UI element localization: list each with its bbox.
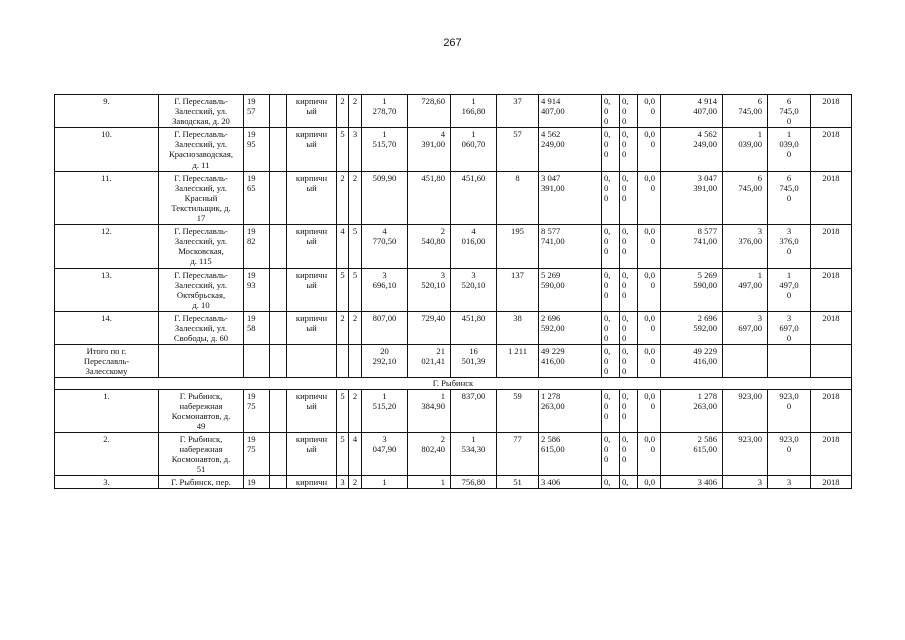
table-cell: 0,0 [638,476,661,489]
table-cell: 4 [349,432,362,475]
table-cell: 4 562 249,00 [539,128,602,171]
table-cell: 1 384,90 [408,389,451,432]
table-cell: 451,80 [451,311,497,344]
table-cell: 19 75 [244,389,270,432]
table-cell: 0,0 0 [638,389,661,432]
table-cell: 3 [723,476,768,489]
table-cell: 2 [349,171,362,224]
table-cell [270,476,287,489]
table-cell [768,345,811,378]
table-cell: 5 [349,268,362,311]
table-cell: 3 376,0 0 [768,225,811,268]
table-cell: 57 [497,128,539,171]
section-row [55,378,852,389]
table-cell [270,389,287,432]
table-cell: 5 [337,389,349,432]
table-cell: 1 497,0 0 [768,268,811,311]
page-number: 267 [443,37,462,49]
table-cell: 4 391,00 [408,128,451,171]
table-cell [270,128,287,171]
table-cell: 0, 0 0 [602,128,620,171]
table-cell: 6 745,00 [723,171,768,224]
table-cell: 0, 0 0 [620,225,638,268]
table-cell: 0, [620,476,638,489]
table-cell: кирпичн ый [287,268,337,311]
table-cell: 9. [55,95,159,128]
table-cell: 49 229 416,00 [661,345,723,378]
table-cell: 6 745,00 [723,95,768,128]
table-cell: 19 58 [244,311,270,344]
table-cell: 8 577 741,00 [661,225,723,268]
table-cell: 3 697,00 [723,311,768,344]
table-cell: 0, 0 0 [620,171,638,224]
table-cell: 2 [349,311,362,344]
table-cell: кирпичн ый [287,432,337,475]
table-cell: Г. Рыбинск, набережная Космонавтов, д. 49 [159,389,244,432]
table-cell: 4 914 407,00 [661,95,723,128]
table-cell: 923,0 0 [768,432,811,475]
table-cell: 19 [244,476,270,489]
table-cell: 2 [337,95,349,128]
table-cell: 1. [55,389,159,432]
table-cell: 2 540,80 [408,225,451,268]
table-cell [270,432,287,475]
table-row [55,268,852,311]
table-cell: Г. Рыбинск, набережная Космонавтов, д. 51 [159,432,244,475]
table-cell: 8 [497,171,539,224]
table-cell: Г. Переславль- Залесский, ул. Заводская, д. 20 [159,95,244,128]
table-cell: 2018 [811,171,852,224]
table-cell: 137 [497,268,539,311]
table-cell: кирпичн ый [287,171,337,224]
table-cell: 451,80 [408,171,451,224]
table-cell: 0, 0 0 [602,345,620,378]
table-cell [723,345,768,378]
table-cell: 19 75 [244,432,270,475]
table-cell: 2018 [811,432,852,475]
table-cell: 1 515,20 [362,389,408,432]
table-cell [270,268,287,311]
table-cell: 0, 0 0 [620,432,638,475]
table-cell: 2 [349,476,362,489]
table-cell: 21 021,41 [408,345,451,378]
table-row [55,476,852,489]
table-cell: 509,90 [362,171,408,224]
table-row [55,389,852,432]
section-label: Г. Рыбинск [55,378,852,389]
table-cell: 3 376,00 [723,225,768,268]
table-cell: 19 82 [244,225,270,268]
table-cell: 0, 0 0 [620,311,638,344]
table-cell: 0,0 0 [638,128,661,171]
table-cell: 2 [349,389,362,432]
table-row [55,432,852,475]
table-cell: 3 [337,476,349,489]
table-cell: 77 [497,432,539,475]
table-cell: Г. Переславль- Залесский, ул. Красный Текстильщик, д. 17 [159,171,244,224]
table-cell: 5 [337,268,349,311]
table-row [55,225,852,268]
table-cell: Г. Рыбинск, пер. [159,476,244,489]
table-cell: 451,60 [451,171,497,224]
table-cell: 3 520,10 [408,268,451,311]
table-cell: 2. [55,432,159,475]
table-cell: 6 745,0 0 [768,171,811,224]
table-cell: 2 [337,171,349,224]
table-cell: 923,00 [723,389,768,432]
table-cell: 2018 [811,476,852,489]
table-cell [349,345,362,378]
table-cell: 1 039,0 0 [768,128,811,171]
table-cell: 12. [55,225,159,268]
table-cell: 59 [497,389,539,432]
table-cell: 3 [768,476,811,489]
table-cell: 5 [337,432,349,475]
table-cell: Г. Переславль- Залесский, ул. Свободы, д. 60 [159,311,244,344]
table-cell: 2018 [811,311,852,344]
table-cell: 13. [55,268,159,311]
table-cell: 2018 [811,95,852,128]
table-cell [287,345,337,378]
table-cell: 51 [497,476,539,489]
table-cell: 1 211 [497,345,539,378]
table-cell: 1 [408,476,451,489]
table-cell: 923,00 [723,432,768,475]
table-cell: 923,0 0 [768,389,811,432]
table-cell: 0, 0 0 [620,128,638,171]
table-cell: 1 278 263,00 [539,389,602,432]
table-cell: 0, 0 0 [602,432,620,475]
data-table [54,94,852,489]
table-cell: 4 562 249,00 [661,128,723,171]
table-cell: 4 [337,225,349,268]
table-cell: 1 515,70 [362,128,408,171]
table-cell: 2 586 615,00 [539,432,602,475]
table-cell: 6 745,0 0 [768,95,811,128]
table-cell: 3 697,0 0 [768,311,811,344]
table-cell: 0, [602,476,620,489]
table-cell: 1 278 263,00 [661,389,723,432]
table-cell: 2018 [811,389,852,432]
table-cell: 11. [55,171,159,224]
table-cell: 1 534,30 [451,432,497,475]
table-cell: 1 039,00 [723,128,768,171]
table-cell: 3 [349,128,362,171]
table-row [55,95,852,128]
table-cell: 3 696,10 [362,268,408,311]
table-cell: 1 060,70 [451,128,497,171]
table-cell: 4 770,50 [362,225,408,268]
table-cell: 807,00 [362,311,408,344]
table-cell [270,225,287,268]
table-cell [270,95,287,128]
table-cell [270,345,287,378]
table-cell: 3 406 [539,476,602,489]
table-cell: кирпичн [287,476,337,489]
table-cell: 37 [497,95,539,128]
table-cell: 729,40 [408,311,451,344]
table-cell [270,311,287,344]
table-cell: 14. [55,311,159,344]
table-cell: 0, 0 0 [602,95,620,128]
table-cell: 19 95 [244,128,270,171]
table-cell: 2018 [811,128,852,171]
table-cell: 3. [55,476,159,489]
table-cell: 3 047 391,00 [661,171,723,224]
table-cell: 2018 [811,225,852,268]
table-cell: 5 [349,225,362,268]
table-cell: 0, 0 0 [602,268,620,311]
table-cell: 2 696 592,00 [539,311,602,344]
table-cell: 5 [337,128,349,171]
table-cell: 0, 0 0 [602,225,620,268]
table-cell: 19 65 [244,171,270,224]
table-cell: 10. [55,128,159,171]
table-cell: 49 229 416,00 [539,345,602,378]
table-cell: 2 586 615,00 [661,432,723,475]
table-cell: 0, 0 0 [620,95,638,128]
table-cell: 8 577 741,00 [539,225,602,268]
table-cell: 0,0 0 [638,345,661,378]
table-body [55,95,852,489]
table-cell: 1 278,70 [362,95,408,128]
table-row [55,345,852,378]
table-cell: 1 497,00 [723,268,768,311]
table-row [55,171,852,224]
table-cell: кирпичн ый [287,225,337,268]
table-cell: 3 047,90 [362,432,408,475]
table-cell: 0,0 0 [638,95,661,128]
table-cell: 0, 0 0 [602,389,620,432]
table-cell: 0, 0 0 [602,171,620,224]
table-cell: Г. Переславль- Залесский, ул. Краснозаводская, д. 11 [159,128,244,171]
table-cell [337,345,349,378]
table-cell [811,345,852,378]
table-cell: 0,0 0 [638,432,661,475]
table-cell [159,345,244,378]
table-cell [244,345,270,378]
table-cell: 5 269 590,00 [539,268,602,311]
table-cell: 19 57 [244,95,270,128]
table-row [55,311,852,344]
table-cell: 2 [337,311,349,344]
table-cell: 756,80 [451,476,497,489]
table-cell: кирпичн ый [287,128,337,171]
table-cell: 3 406 [661,476,723,489]
table-cell: 1 [362,476,408,489]
table-cell: 837,00 [451,389,497,432]
table-cell: 0, 0 0 [620,345,638,378]
table-cell: 19 93 [244,268,270,311]
table-cell: 2 [349,95,362,128]
table-cell: 195 [497,225,539,268]
table-cell: 0, 0 0 [620,389,638,432]
table-cell: 20 292,10 [362,345,408,378]
table-cell: 0,0 0 [638,171,661,224]
table-cell: Г. Переславль- Залесский, ул. Октябрьская, д. 10 [159,268,244,311]
table-cell: 0,0 0 [638,311,661,344]
table-cell: 2 696 592,00 [661,311,723,344]
table-cell: 0, 0 0 [602,311,620,344]
table-cell: 3 520,10 [451,268,497,311]
table-cell: 4 914 407,00 [539,95,602,128]
table-row [55,128,852,171]
table-cell: 0, 0 0 [620,268,638,311]
table-cell [270,171,287,224]
table-cell: 2018 [811,268,852,311]
table-cell: 5 269 590,00 [661,268,723,311]
table-cell: кирпичн ый [287,311,337,344]
table-cell: кирпичн ый [287,389,337,432]
table-cell: 1 166,80 [451,95,497,128]
table-cell: 38 [497,311,539,344]
table-cell: 3 047 391,00 [539,171,602,224]
table-cell: кирпичн ый [287,95,337,128]
table-cell: Г. Переславль- Залесский, ул. Московская, д. 115 [159,225,244,268]
table-cell: 728,60 [408,95,451,128]
table-cell: 4 016,00 [451,225,497,268]
table-cell: 2 802,40 [408,432,451,475]
table-cell: 16 501,39 [451,345,497,378]
table-cell: 0,0 0 [638,225,661,268]
table-cell: 0,0 0 [638,268,661,311]
table-cell: Итого по г. Переславль- Залесскому [55,345,159,378]
